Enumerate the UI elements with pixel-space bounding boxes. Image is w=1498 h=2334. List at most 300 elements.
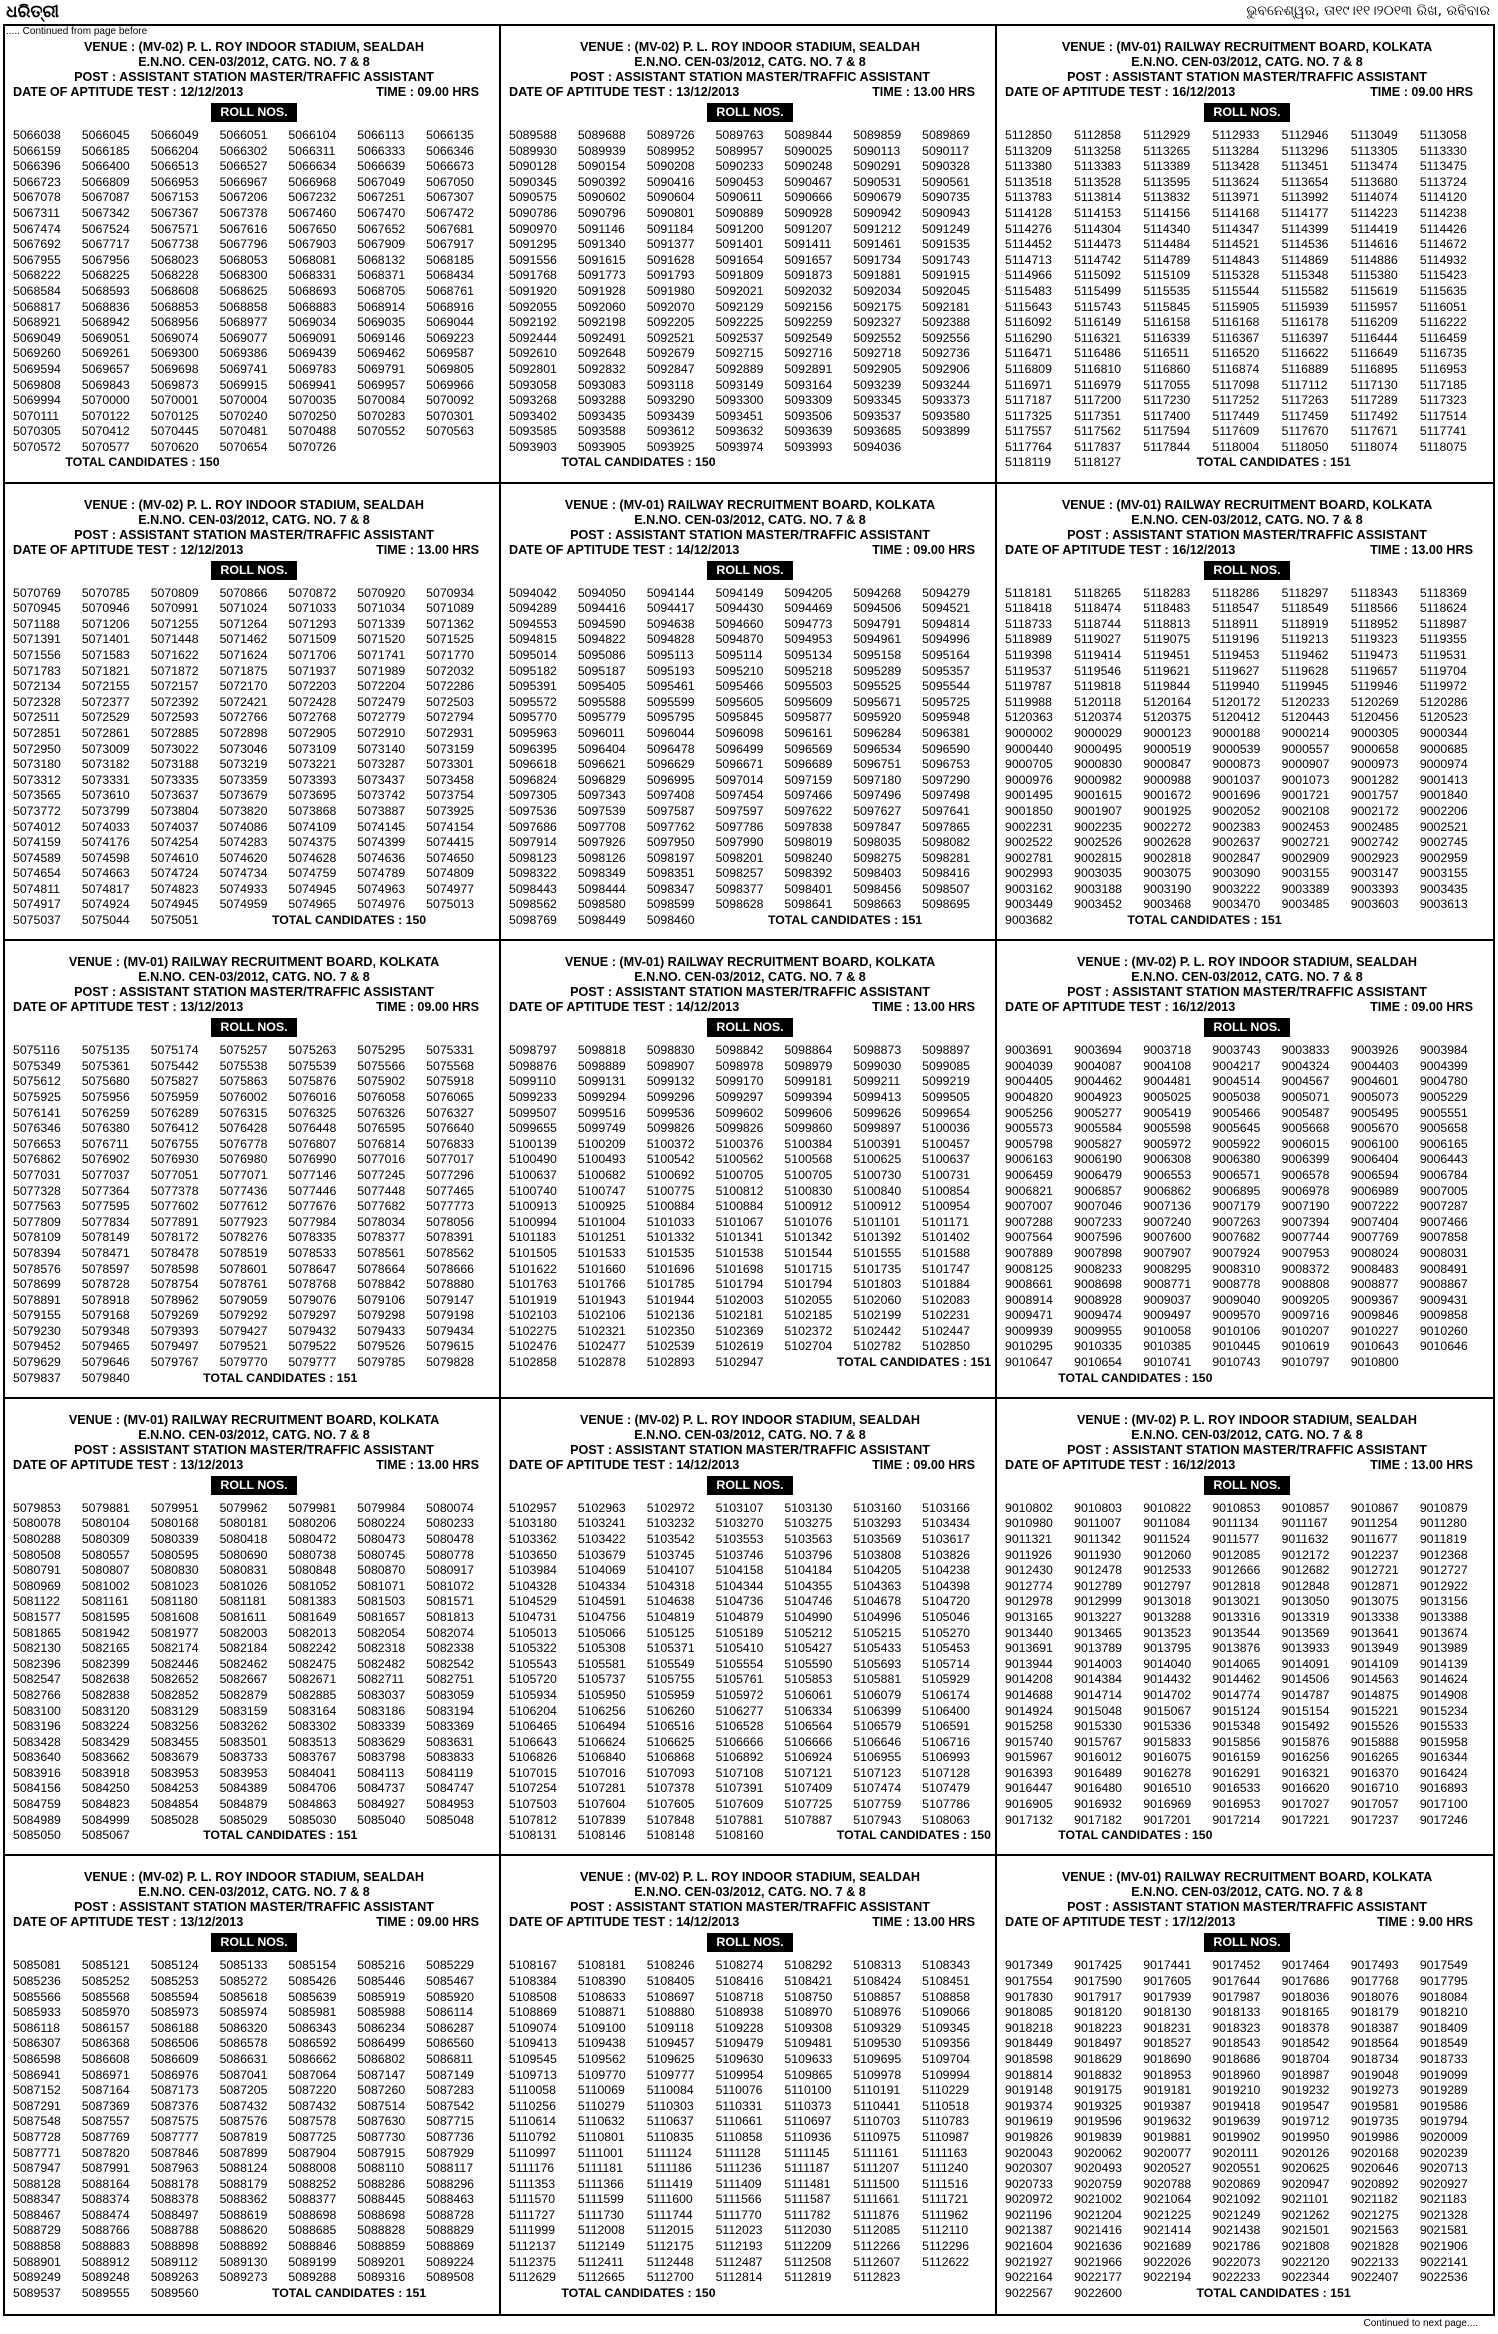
roll-number: 5114399	[1281, 221, 1329, 236]
roll-number: 5088128	[13, 2176, 61, 2191]
post-line: POST : ASSISTANT STATION MASTER/TRAFFIC ASSISTANT	[570, 527, 930, 542]
roll-number: 9008295	[1143, 1261, 1192, 1276]
roll-number: 5069843	[81, 377, 130, 392]
roll-number: 5120375	[1143, 710, 1192, 725]
roll-number: 5070552	[357, 424, 406, 439]
roll-number: 5095770	[509, 710, 557, 725]
roll-number: 5087991	[81, 2161, 130, 2176]
roll-number: 5104184	[784, 1563, 833, 1578]
roll-number: 5094822	[577, 632, 626, 647]
roll-number: 5094506	[853, 601, 902, 616]
roll-number: 5104328	[509, 1578, 557, 1593]
roll-number: 5103166	[922, 1500, 971, 1515]
roll-number: 9008778	[1212, 1277, 1261, 1292]
roll-number: 9017464	[1281, 1958, 1330, 1973]
roll-number: 5077465	[426, 1183, 475, 1198]
roll-number: 5101884	[922, 1277, 971, 1292]
date-time-line	[13, 85, 495, 100]
roll-number: 5093993	[784, 439, 833, 454]
roll-number: 5071937	[288, 663, 337, 678]
roll-number: 9000685	[1419, 741, 1468, 756]
roll-number: 5114484	[1143, 237, 1191, 252]
roll-number: 5098444	[577, 881, 626, 896]
roll-number: 9012797	[1143, 1578, 1192, 1593]
roll-number-list	[509, 586, 991, 929]
roll-number: 5108131	[509, 1828, 557, 1843]
roll-number: 9002637	[1212, 835, 1261, 850]
roll-number: 5066673	[426, 159, 475, 174]
roll-number: 5072134	[13, 679, 61, 694]
roll-number: 5118119	[1005, 455, 1052, 470]
roll-number: 5086506	[150, 2036, 199, 2051]
roll-number: 5103746	[715, 1547, 764, 1562]
roll-number: 5103569	[853, 1531, 902, 1546]
roll-number: 5098449	[577, 913, 626, 928]
roll-number: 5115380	[1350, 268, 1398, 283]
roll-number: 9000440	[1005, 741, 1053, 756]
roll-number: 5106564	[784, 1719, 833, 1734]
roll-number: 5086320	[219, 2020, 268, 2035]
roll-number: 5108880	[646, 2005, 695, 2020]
roll-number: 9005419	[1143, 1105, 1192, 1120]
roll-number: 5111181	[577, 2161, 623, 2176]
roll-number: 5085981	[288, 2005, 337, 2020]
roll-number: 5084823	[81, 1797, 130, 1812]
roll-number: 9016489	[1074, 1765, 1123, 1780]
date-time-line	[509, 85, 991, 100]
roll-number: 5088008	[288, 2161, 337, 2176]
roll-number: 9016265	[1350, 1750, 1399, 1765]
roll-number: 5084879	[219, 1797, 268, 1812]
roll-number: 9007858	[1419, 1230, 1468, 1245]
roll-number: 9008233	[1074, 1261, 1123, 1276]
roll-number: 5088124	[219, 2161, 268, 2176]
roll-number: 5115957	[1350, 299, 1398, 314]
roll-number: 5071783	[13, 663, 61, 678]
roll-number: 5098126	[577, 850, 626, 865]
roll-number: 5094660	[715, 616, 764, 631]
roll-number: 5081023	[150, 1578, 199, 1593]
roll-number: 9005466	[1212, 1105, 1261, 1120]
roll-number: 5116178	[1281, 315, 1329, 330]
roll-number: 5080690	[219, 1547, 268, 1562]
roll-number: 5110331	[715, 2098, 763, 2113]
roll-number: 5080309	[81, 1531, 130, 1546]
roll-number: 9013944	[1005, 1656, 1053, 1671]
roll-number: 5091881	[853, 268, 902, 283]
roll-number: 5082711	[357, 1672, 405, 1687]
enno-line: E.N.NO. CEN-03/2012, CATG. NO. 7 & 8	[138, 512, 370, 527]
roll-number: 5086578	[219, 2036, 268, 2051]
roll-number: 5068593	[81, 283, 130, 298]
roll-number: 9006784	[1419, 1167, 1468, 1182]
roll-number: 9000658	[1350, 741, 1399, 756]
roll-number: 5083186	[357, 1703, 406, 1718]
roll-number: 5101538	[715, 1245, 764, 1260]
roll-number: 9019712	[1281, 2114, 1330, 2129]
roll-number: 9018686	[1212, 2051, 1261, 2066]
roll-number: 9019547	[1281, 2098, 1330, 2113]
roll-nos-label: ROLL NOS.	[707, 1933, 793, 1952]
post-line: POST : ASSISTANT STATION MASTER/TRAFFIC ASSISTANT	[74, 1900, 434, 1915]
roll-number: 9013569	[1281, 1625, 1330, 1640]
roll-number: 9009474	[1074, 1308, 1123, 1323]
roll-number: 5102185	[784, 1308, 833, 1323]
roll-number: 5097990	[715, 835, 764, 850]
roll-number: 5071525	[426, 632, 475, 647]
roll-number: 5107725	[784, 1797, 833, 1812]
roll-number: 5098830	[646, 1043, 695, 1058]
roll-number: 5071401	[81, 632, 130, 647]
roll-number: 5078918	[81, 1292, 130, 1307]
roll-number: 5083369	[426, 1719, 475, 1734]
roll-number: 9002235	[1074, 819, 1123, 834]
roll-number: 5113380	[1005, 159, 1052, 174]
roll-number: 9014688	[1005, 1687, 1053, 1702]
roll-number: 5066311	[288, 143, 336, 158]
roll-number: 9013075	[1350, 1594, 1399, 1609]
roll-number: 5091340	[577, 237, 626, 252]
roll-number: 9015888	[1350, 1734, 1399, 1749]
roll-number: 5072885	[150, 725, 199, 740]
roll-number: 9006553	[1143, 1167, 1192, 1182]
roll-number: 5095164	[922, 647, 971, 662]
test-date: DATE OF APTITUDE TEST : 13/12/2013	[13, 1457, 244, 1472]
roll-number: 5083662	[81, 1750, 130, 1765]
roll-number: 5108343	[922, 1958, 971, 1973]
roll-number: 9016012	[1074, 1750, 1123, 1765]
venue-heading: VENUE : (MV-02) P. L. ROY INDOOR STADIUM, SEALDAH	[83, 40, 425, 54]
roll-number: 5098695	[922, 897, 971, 912]
roll-number: 9008310	[1212, 1261, 1261, 1276]
roll-number: 5082766	[13, 1687, 61, 1702]
roll-number: 5106260	[646, 1703, 695, 1718]
roll-number: 9002108	[1281, 803, 1330, 818]
roll-number: 5070572	[13, 439, 61, 454]
roll-number: 5090113	[853, 143, 901, 158]
roll-number: 5094050	[577, 585, 626, 600]
roll-number: 9003691	[1005, 1043, 1053, 1058]
roll-number: 9010857	[1281, 1500, 1330, 1515]
roll-number: 5076862	[13, 1152, 61, 1167]
roll-number: 5103180	[509, 1516, 557, 1531]
roll-number: 9011280	[1419, 1516, 1467, 1531]
roll-number: 5096753	[922, 757, 971, 772]
roll-number: 5101696	[646, 1261, 695, 1276]
roll-number: 9013523	[1143, 1625, 1192, 1640]
roll-number: 5095210	[715, 663, 764, 678]
roll-number: 5104720	[922, 1594, 971, 1609]
roll-number: 9019148	[1005, 2083, 1053, 2098]
roll-number: 5078962	[150, 1292, 199, 1307]
roll-number: 5074375	[288, 835, 337, 850]
roll-number: 5115483	[1005, 283, 1052, 298]
roll-number: 5087904	[288, 2145, 337, 2160]
roll-number: 5105581	[577, 1656, 626, 1671]
roll-number: 5116444	[1350, 330, 1398, 345]
roll-number: 5092225	[715, 315, 764, 330]
roll-number: 5109954	[715, 2067, 764, 2082]
roll-number: 5068132	[357, 252, 406, 267]
roll-number: 5100912	[853, 1199, 902, 1214]
roll-number: 5112023	[715, 2223, 763, 2238]
venue-heading: VENUE : (MV-02) P. L. ROY INDOOR STADIUM, SEALDAH	[1076, 1412, 1418, 1427]
roll-number: 5099654	[922, 1105, 971, 1120]
roll-number: 5091980	[646, 283, 695, 298]
roll-number: 9012060	[1143, 1547, 1192, 1562]
roll-number: 5083159	[219, 1703, 268, 1718]
roll-number: 9003222	[1212, 881, 1261, 896]
roll-number: 5076448	[288, 1121, 337, 1136]
roll-number: 5084747	[426, 1781, 475, 1796]
roll-number: 5093345	[853, 393, 902, 408]
roll-number: 5093903	[509, 439, 557, 454]
roll-number: 9018832	[1074, 2067, 1123, 2082]
roll-number: 5084041	[288, 1765, 337, 1780]
roll-number: 5116874	[1212, 361, 1260, 376]
roll-number: 5102476	[509, 1339, 557, 1354]
roll-number: 9015958	[1419, 1734, 1468, 1749]
roll-number: 9016393	[1005, 1765, 1053, 1780]
roll-number: 5109978	[853, 2067, 902, 2082]
roll-number: 5110058	[509, 2083, 556, 2098]
roll-number: 5073009	[81, 741, 130, 756]
roll-number: 5074663	[81, 866, 130, 881]
roll-number: 9010802	[1005, 1500, 1053, 1515]
roll-number: 9013227	[1074, 1609, 1123, 1624]
roll-number: 5098628	[715, 897, 764, 912]
roll-number: 5116471	[1005, 346, 1052, 361]
roll-number: 5079828	[426, 1355, 475, 1370]
roll-number: 9022407	[1350, 2270, 1399, 2285]
roll-number: 5085121	[81, 1958, 130, 1973]
roll-number: 5115939	[1281, 299, 1329, 314]
roll-number: 5067087	[81, 190, 130, 205]
roll-number: 5119473	[1350, 647, 1398, 662]
roll-number: 5076755	[150, 1136, 199, 1151]
roll-number: 5079770	[219, 1355, 268, 1370]
roll-number: 9006190	[1074, 1152, 1123, 1167]
roll-number: 5068858	[219, 299, 268, 314]
roll-number: 5077364	[81, 1183, 130, 1198]
roll-number: 9004601	[1350, 1074, 1399, 1089]
roll-number: 5119940	[1212, 679, 1260, 694]
roll-number: 5082638	[81, 1672, 130, 1687]
roll-number: 9016447	[1005, 1781, 1053, 1796]
roll-number: 5070654	[219, 439, 268, 454]
roll-number: 5120456	[1350, 710, 1399, 725]
roll-number: 5092801	[509, 361, 557, 376]
test-time: TIME : 9.00 HRS	[1377, 1915, 1473, 1930]
roll-number: 9021328	[1419, 2207, 1468, 2222]
roll-number: 9001413	[1419, 772, 1468, 787]
roll-number: 5087164	[81, 2083, 130, 2098]
roll-number: 5109074	[509, 2020, 557, 2035]
roll-number: 5081180	[150, 1594, 198, 1609]
enno-line: E.N.NO. CEN-03/2012, CATG. NO. 7 & 8	[634, 1885, 866, 1900]
roll-number: 5119945	[1281, 679, 1329, 694]
roll-number: 5079646	[81, 1355, 130, 1370]
roll-number: 5118283	[1143, 585, 1191, 600]
roll-number: 5075174	[150, 1043, 199, 1058]
roll-number: 5100542	[646, 1152, 695, 1167]
roll-number: 5075116	[13, 1043, 60, 1058]
roll-number: 5072905	[288, 725, 337, 740]
roll-number: 9021786	[1212, 2239, 1261, 2254]
roll-number: 5113971	[1212, 190, 1260, 205]
roll-number: 5068625	[219, 283, 268, 298]
roll-number: 5098562	[509, 897, 557, 912]
roll-number: 5073868	[288, 803, 337, 818]
roll-number: 5088252	[288, 2176, 337, 2191]
roll-number: 5099131	[577, 1074, 626, 1089]
total-candidates: TOTAL CANDIDATES : 151	[271, 2285, 427, 2300]
roll-number: 5095218	[784, 663, 833, 678]
post-line: POST : ASSISTANT STATION MASTER/TRAFFIC ASSISTANT	[570, 1900, 930, 1915]
roll-number: 5089844	[784, 128, 833, 142]
enno-line: E.N.NO. CEN-03/2012, CATG. NO. 7 & 8	[1131, 1885, 1363, 1900]
roll-number: 9019374	[1005, 2098, 1053, 2113]
roll-number: 9021204	[1074, 2207, 1123, 2222]
roll-number: 5066038	[13, 128, 61, 142]
roll-number: 5096098	[715, 725, 764, 740]
roll-number: 9013165	[1005, 1609, 1053, 1624]
roll-number: 5095544	[922, 679, 971, 694]
roll-number: 5088374	[81, 2192, 130, 2207]
roll-number: 9002453	[1281, 819, 1330, 834]
roll-number: 5114347	[1212, 221, 1260, 236]
roll-number: 5093309	[784, 393, 833, 408]
roll-number: 9013989	[1419, 1641, 1468, 1656]
roll-number: 5097686	[509, 819, 557, 834]
roll-number: 5093300	[715, 393, 764, 408]
roll-number: 5088497	[150, 2207, 199, 2222]
roll-number: 5089273	[219, 2270, 268, 2285]
roll-number: 5083256	[150, 1719, 199, 1734]
roll-number: 5085124	[150, 1958, 199, 1973]
roll-number: 9000907	[1281, 757, 1330, 772]
roll-number: 5102878	[577, 1355, 626, 1370]
roll-number: 5103241	[577, 1516, 626, 1531]
roll-number: 5073109	[288, 741, 337, 756]
roll-number: 5087730	[357, 2129, 406, 2144]
roll-number: 9013338	[1350, 1609, 1399, 1624]
roll-number: 5077448	[357, 1183, 406, 1198]
roll-number: 9018598	[1005, 2051, 1053, 2066]
roll-number: 5099030	[853, 1058, 902, 1073]
roll-number: 5115092	[1074, 268, 1122, 283]
roll-number: 5074650	[426, 850, 475, 865]
roll-number: 5092556	[922, 330, 971, 345]
date-time-line	[1005, 85, 1489, 100]
roll-number: 5095114	[715, 647, 763, 662]
roll-number: 5094953	[784, 632, 833, 647]
test-date: DATE OF APTITUDE TEST : 14/12/2013	[509, 542, 740, 557]
roll-number: 5109345	[922, 2020, 971, 2035]
roll-number: 9008771	[1143, 1277, 1192, 1292]
roll-number: 5082475	[288, 1656, 337, 1671]
roll-number: 5105934	[509, 1687, 557, 1702]
roll-number: 9018409	[1419, 2020, 1468, 2035]
roll-number: 9002206	[1419, 803, 1468, 818]
roll-number: 5073820	[219, 803, 268, 818]
roll-number: 9018449	[1005, 2036, 1053, 2051]
total-candidates: TOTAL CANDIDATES : 150	[65, 455, 220, 470]
roll-number: 5105189	[715, 1625, 764, 1640]
roll-number: 9017237	[1350, 1812, 1399, 1827]
roll-number: 5067367	[150, 205, 199, 220]
roll-number: 5075135	[81, 1043, 130, 1058]
roll-number: 5074924	[81, 897, 130, 912]
roll-number: 9021092	[1212, 2192, 1261, 2207]
roll-number: 5078335	[288, 1230, 337, 1245]
roll-number: 5069034	[288, 315, 337, 330]
roll-number: 5086941	[13, 2067, 61, 2082]
roll-number: 5069044	[426, 315, 475, 330]
roll-number: 5112850	[1005, 128, 1052, 142]
roll-number: 9019181	[1143, 2083, 1192, 2098]
roll-number: 9008928	[1074, 1292, 1123, 1307]
roll-number: 5106625	[646, 1734, 695, 1749]
roll-number: 9015067	[1143, 1703, 1192, 1718]
roll-number: 5080595	[150, 1547, 199, 1562]
roll-number: 5087152	[13, 2083, 61, 2098]
date-time-line	[509, 1915, 991, 1930]
roll-number: 9010867	[1350, 1500, 1399, 1515]
roll-number: 5073437	[357, 772, 406, 787]
roll-number: 5072898	[219, 725, 268, 740]
roll-number: 5094416	[577, 601, 626, 616]
roll-number: 9019048	[1350, 2067, 1399, 2082]
roll-number: 9020733	[1005, 2176, 1053, 2191]
roll-number: 5108384	[509, 1973, 557, 1988]
roll-number: 5068853	[150, 299, 199, 314]
roll-number: 5091295	[509, 237, 557, 252]
roll-number: 5108146	[577, 1828, 626, 1843]
roll-number: 9014714	[1074, 1687, 1123, 1702]
roll-number: 5079297	[288, 1308, 337, 1323]
roll-number: 5098019	[784, 835, 833, 850]
roll-number: 5078842	[357, 1277, 406, 1292]
roll-number: 5113305	[1350, 143, 1398, 158]
roll-number: 5114426	[1419, 221, 1467, 236]
roll-number: 5071624	[219, 647, 268, 662]
roll-number: 5102136	[646, 1308, 695, 1323]
roll-number: 5074759	[288, 866, 337, 881]
venue-heading: VENUE : (MV-01) RAILWAY RECRUITMENT BOARD, KOLKATA	[1061, 497, 1433, 512]
roll-number: 5085253	[150, 1973, 199, 1988]
roll-number: 5093685	[853, 424, 902, 439]
roll-number: 5100036	[922, 1121, 971, 1136]
roll-number: 9006443	[1419, 1152, 1468, 1167]
roll-number: 5114713	[1005, 252, 1052, 267]
roll-number: 9015833	[1143, 1734, 1192, 1749]
roll-number: 9019596	[1074, 2114, 1123, 2129]
roll-number: 5099297	[715, 1089, 764, 1104]
roll-number: 5081657	[357, 1609, 406, 1624]
roll-number: 5077612	[219, 1199, 268, 1214]
roll-number: 5107604	[577, 1797, 626, 1812]
roll-number: 5075956	[81, 1089, 130, 1104]
roll-number: 5066113	[357, 128, 405, 142]
roll-number: 5076930	[150, 1152, 199, 1167]
roll-number: 5068608	[150, 283, 199, 298]
roll-number: 5079433	[357, 1323, 406, 1338]
roll-number: 5083916	[13, 1765, 61, 1780]
roll-number: 5106400	[922, 1703, 971, 1718]
roll-number: 9010647	[1005, 1355, 1053, 1370]
roll-number: 5071622	[150, 647, 199, 662]
